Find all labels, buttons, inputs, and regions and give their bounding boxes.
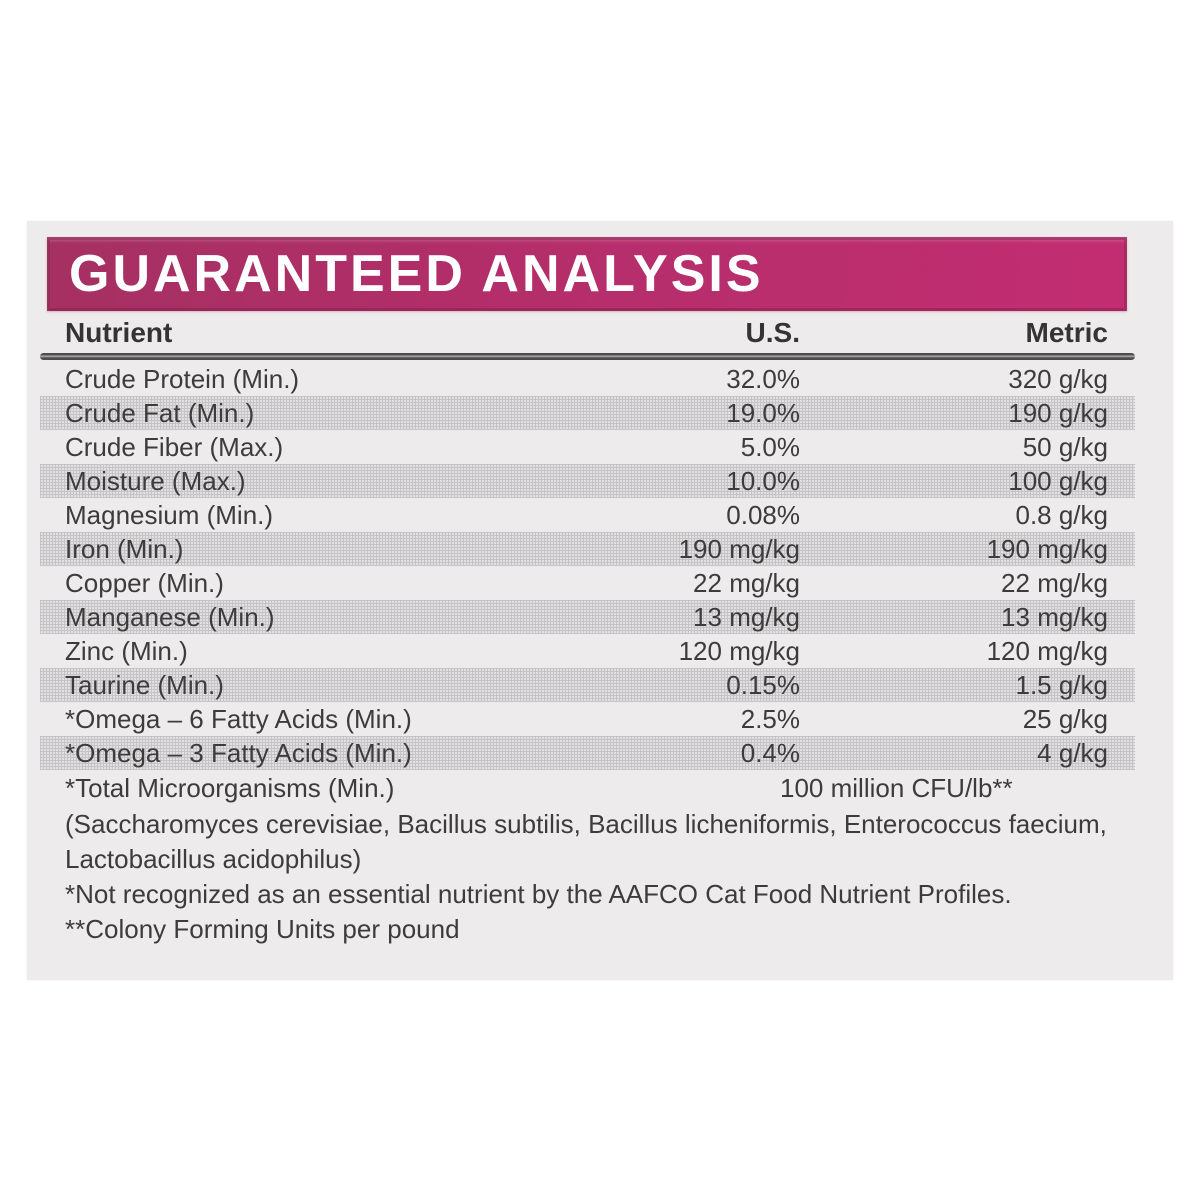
table-row — [40, 396, 1135, 430]
nutrient-name: Copper (Min.) — [65, 568, 224, 598]
metric-value: 4 g/kg — [1037, 738, 1108, 768]
metric-value: 0.8 g/kg — [1015, 500, 1108, 530]
table-row — [40, 464, 1135, 498]
nutrient-name: Taurine (Min.) — [65, 670, 224, 700]
us-value: 22 mg/kg — [693, 568, 800, 598]
us-value: 13 mg/kg — [693, 602, 800, 632]
nutrient-name: *Omega – 3 Fatty Acids (Min.) — [65, 738, 412, 768]
nutrient-name: Crude Fiber (Max.) — [65, 432, 284, 462]
metric-value: 50 g/kg — [1022, 432, 1108, 462]
microorganisms-label: *Total Microorganisms (Min.) — [65, 773, 395, 803]
table-row — [40, 668, 1135, 702]
table-row — [40, 430, 1135, 464]
us-value: 190 mg/kg — [678, 534, 800, 564]
table-row — [40, 498, 1135, 532]
table-body — [40, 362, 1135, 770]
us-value: 5.0% — [740, 432, 800, 462]
metric-value: 320 g/kg — [1008, 364, 1108, 394]
table-row — [40, 634, 1135, 668]
column-header-us: U.S. — [745, 317, 800, 348]
cfu-note: **Colony Forming Units per pound — [65, 914, 460, 944]
section-title: GUARANTEED ANALYSIS — [69, 245, 764, 303]
column-header-nutrient: Nutrient — [65, 317, 173, 348]
table-row — [40, 362, 1135, 396]
microorganisms-value: 100 million CFU/lb** — [780, 773, 1013, 803]
metric-value: 100 g/kg — [1008, 466, 1108, 496]
metric-value: 25 g/kg — [1022, 704, 1108, 734]
nutrient-name: Crude Protein (Min.) — [65, 364, 300, 394]
metric-value: 22 mg/kg — [1001, 568, 1108, 598]
table-header-row — [40, 317, 1135, 353]
column-header-metric: Metric — [1025, 317, 1108, 348]
analysis-table — [40, 317, 1135, 947]
us-value: 2.5% — [740, 704, 800, 734]
table-row — [40, 566, 1135, 600]
table-row — [40, 600, 1135, 634]
aafco-note: *Not recognized as an essential nutrient by the AAFCO Cat Food Nutrient Profiles. — [65, 879, 1012, 909]
table-row — [40, 736, 1135, 770]
organisms-list-note: (Saccharomyces cerevisiae, Bacillus subtilis, Bacillus licheniformis, Enterococcus faecium, Lactobacillus acidophilus) — [65, 809, 1107, 874]
nutrient-name: Zinc (Min.) — [65, 636, 188, 666]
guaranteed-analysis-panel — [27, 221, 1173, 980]
microorganisms-row — [40, 770, 1135, 807]
header-divider — [40, 353, 1135, 360]
section-header-banner — [47, 237, 1127, 311]
us-value: 0.4% — [740, 738, 800, 768]
us-value: 120 mg/kg — [678, 636, 800, 666]
metric-value: 1.5 g/kg — [1015, 670, 1108, 700]
table-row — [40, 702, 1135, 736]
us-value: 32.0% — [726, 364, 800, 394]
nutrient-name: Iron (Min.) — [65, 534, 184, 564]
us-value: 0.15% — [726, 670, 800, 700]
us-value: 10.0% — [726, 466, 800, 496]
metric-value: 120 mg/kg — [986, 636, 1108, 666]
us-value: 0.08% — [726, 500, 800, 530]
metric-value: 190 mg/kg — [986, 534, 1108, 564]
metric-value: 190 g/kg — [1008, 398, 1108, 428]
nutrient-name: Crude Fat (Min.) — [65, 398, 255, 428]
metric-value: 13 mg/kg — [1001, 602, 1108, 632]
table-row — [40, 532, 1135, 566]
nutrient-name: Moisture (Max.) — [65, 466, 246, 496]
nutrient-name: Manganese (Min.) — [65, 602, 275, 632]
nutrient-name: Magnesium (Min.) — [65, 500, 274, 530]
nutrient-name: *Omega – 6 Fatty Acids (Min.) — [65, 704, 412, 734]
us-value: 19.0% — [726, 398, 800, 428]
